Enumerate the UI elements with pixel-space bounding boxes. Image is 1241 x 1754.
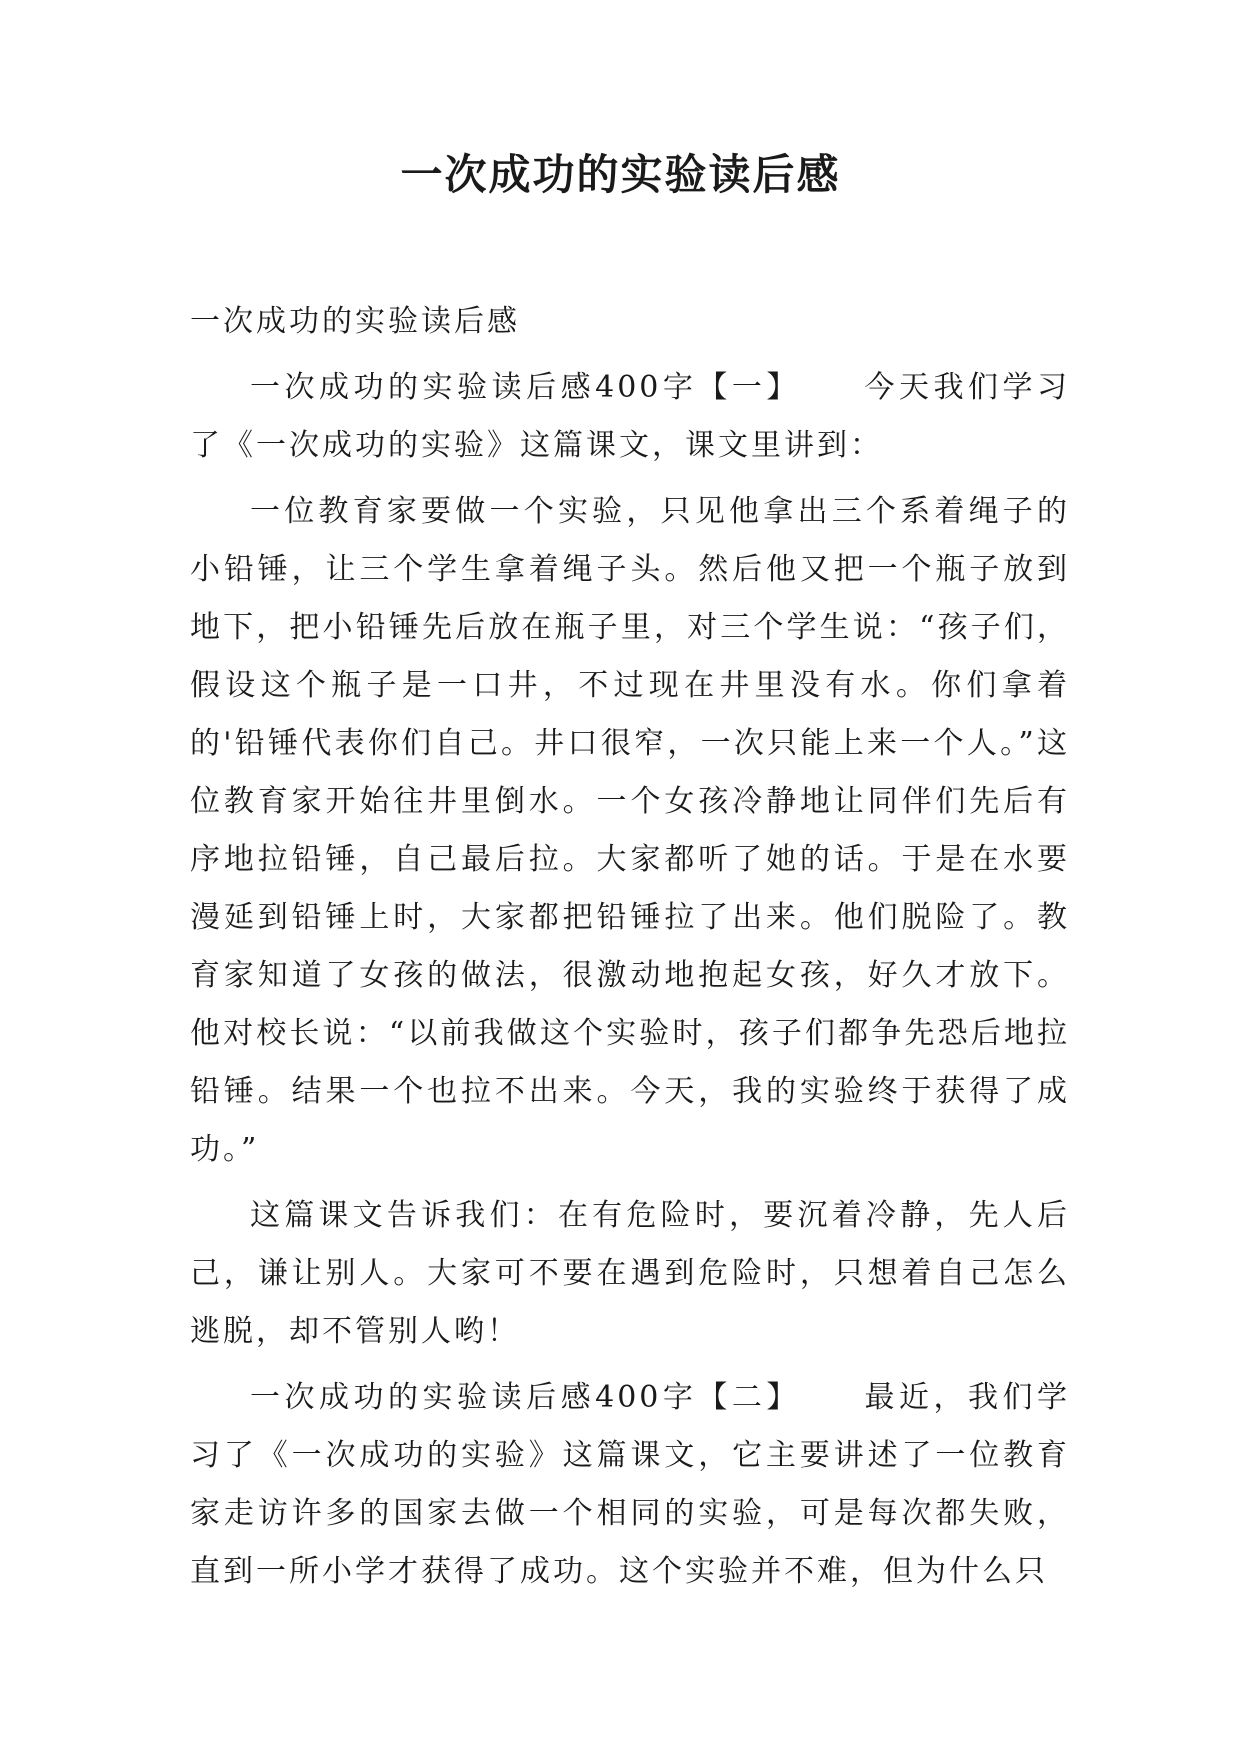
section-heading-2: 一次成功的实验读后感400字【二】 <box>250 1380 801 1415</box>
paragraph-2: 一位教育家要做一个实验，只见他拿出三个系着绳子的小铅锤，让三个学生拿着绳子头。然后他又把一个瓶子放到地下，把小铅锤先后放在瓶子里，对三个学生说：“孩子们，假设这个瓶子是一口井，不过现在井里没有水。你们拿着的'铅锤代表你们自己。井口很窄，一次只能上来一个人。”这位教育家开始往井里倒水。一个女孩冷静地让同伴们先后有序地拉铅锤，自己最后拉。大家都听了她的话。于是在水要漫延到铅锤上时，大家都把铅锤拉了出来。他们脱险了。教育家知道了女孩的做法，很激动地抱起女孩，好久才放下。他对校长说：“以前我做这个实验时，孩子们都争先恐后地拉铅锤。结果一个也拉不出来。今天，我的实验终于获得了成功。” <box>190 494 1070 1167</box>
paragraph-4-text: 最近，我们学习了《一次成功的实验》这篇课文，它主要讲述了一位教育家走访许多的国家去做一个相同的实验，可是每次都失败，直到一所小学才获得了成功。这个实验并不难，但为什么只 <box>190 1380 1071 1589</box>
paragraph-4 <box>190 1369 1070 1601</box>
section-heading-1: 一次成功的实验读后感400字【一】 <box>250 370 801 405</box>
document-subtitle: 一次成功的实验读后感 <box>190 304 520 339</box>
paragraph-1-text: 今天我们学习了《一次成功的实验》这篇课文，课文里讲到： <box>190 370 1071 463</box>
document-body <box>190 293 1070 1609</box>
paragraph-1 <box>190 359 1070 475</box>
paragraph-3: 这篇课文告诉我们：在有危险时，要沉着冷静，先人后己，谦让别人。大家可不要在遇到危险时，只想着自己怎么逃脱，却不管别人哟！ <box>190 1198 1070 1349</box>
document-title: 一次成功的实验读后感 <box>400 150 841 199</box>
